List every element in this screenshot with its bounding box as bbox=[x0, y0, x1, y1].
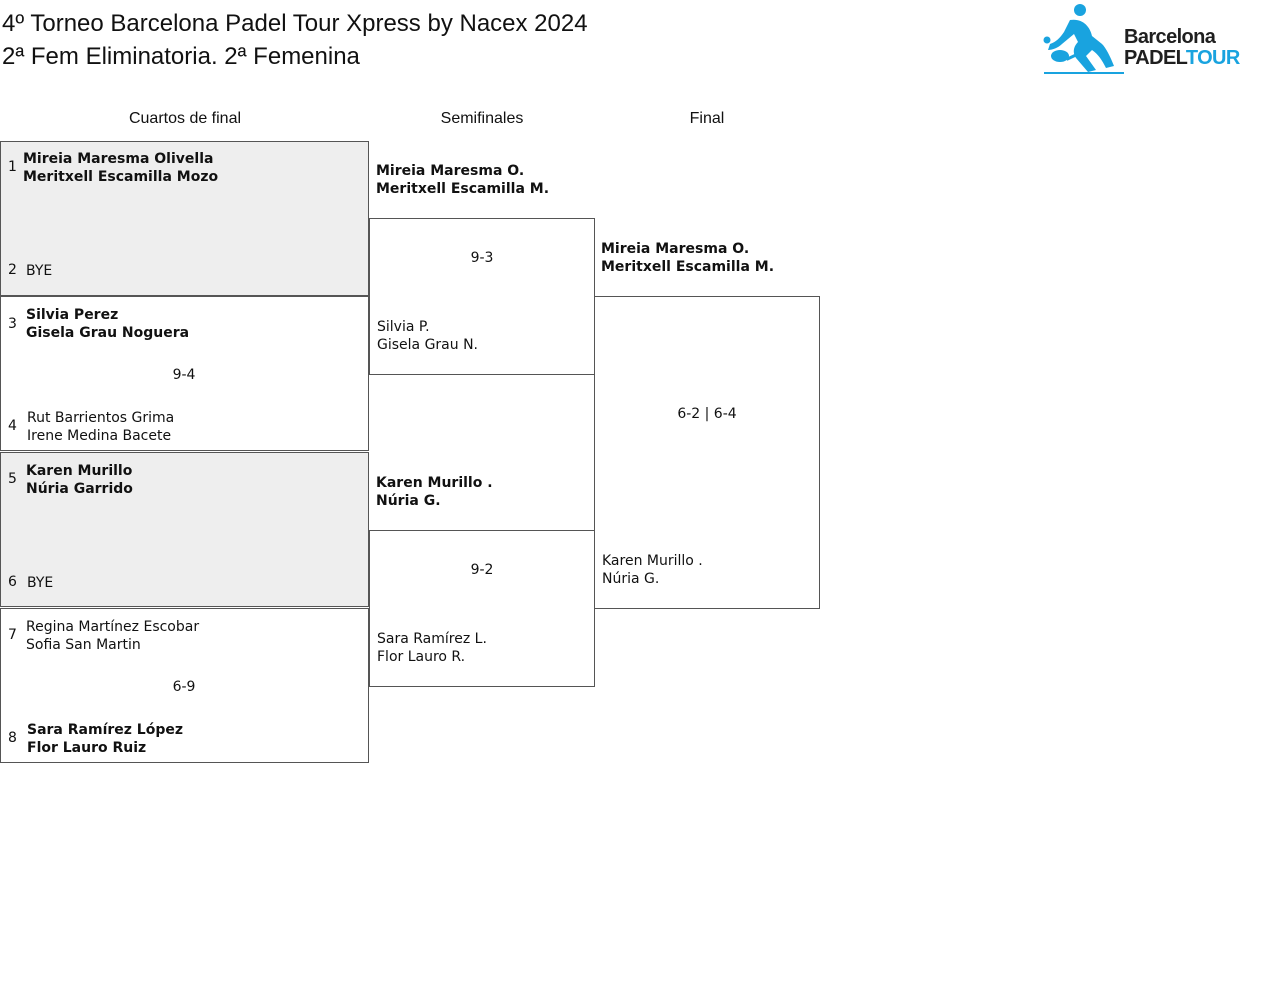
final-team bbox=[602, 552, 703, 588]
match-score: 6-9 bbox=[172, 679, 196, 695]
player-name: Gisela Grau Noguera bbox=[26, 325, 190, 341]
semifinal-match-1[interactable] bbox=[369, 218, 595, 375]
player-name: Meritxell Escamilla Mozo bbox=[23, 169, 219, 185]
match-score: 6-2 | 6-4 bbox=[677, 406, 737, 422]
player-name: Meritxell Escamilla M. bbox=[376, 181, 550, 197]
seed-number: 6 bbox=[8, 574, 17, 590]
page-title: 4º Torneo Barcelona Padel Tour Xpress by Nacex 2024 bbox=[2, 10, 588, 37]
bye-label: BYE bbox=[27, 575, 54, 591]
player-name: Núria G. bbox=[602, 571, 660, 587]
semifinal-match-2[interactable] bbox=[369, 530, 595, 687]
team-names bbox=[27, 409, 174, 445]
seed-number: 5 bbox=[8, 471, 17, 487]
semifinal-team bbox=[377, 630, 487, 666]
bye-label: BYE bbox=[26, 263, 53, 279]
team-names bbox=[26, 462, 133, 498]
logo-word-padel: PADEL bbox=[1124, 47, 1186, 69]
player-name: Karen Murillo . bbox=[376, 475, 493, 491]
seed-number: 7 bbox=[8, 627, 17, 643]
player-name: Silvia P. bbox=[377, 319, 430, 335]
player-name: Irene Medina Bacete bbox=[27, 428, 172, 444]
team-names bbox=[26, 618, 199, 654]
seed-number: 1 bbox=[8, 159, 17, 175]
player-name: Sofia San Martin bbox=[26, 637, 141, 653]
quarterfinal-match-1[interactable] bbox=[0, 141, 369, 296]
brand-logo bbox=[1040, 4, 1270, 76]
match-score: 9-2 bbox=[470, 562, 494, 578]
player-name: Karen Murillo . bbox=[602, 553, 703, 569]
player-name: Sara Ramírez López bbox=[27, 722, 183, 738]
player-name: Mireia Maresma O. bbox=[601, 241, 750, 257]
player-name: Flor Lauro Ruiz bbox=[27, 740, 147, 756]
final-team bbox=[601, 240, 774, 276]
team-names bbox=[23, 150, 218, 186]
match-score: 9-4 bbox=[172, 367, 196, 383]
player-name: Flor Lauro R. bbox=[377, 649, 466, 665]
seed-number: 2 bbox=[8, 262, 17, 278]
player-name: Rut Barrientos Grima bbox=[27, 410, 175, 426]
seed-number: 3 bbox=[8, 316, 17, 332]
match-score: 9-3 bbox=[470, 250, 494, 266]
seed-number: 4 bbox=[8, 418, 17, 434]
player-name: Núria Garrido bbox=[26, 481, 133, 497]
quarterfinal-match-4[interactable] bbox=[0, 608, 369, 763]
player-name: Silvia Perez bbox=[26, 307, 119, 323]
team-names bbox=[26, 306, 189, 342]
team-names bbox=[27, 721, 183, 757]
seed-number: 8 bbox=[8, 730, 17, 746]
semifinal-team bbox=[376, 162, 549, 198]
player-name: Sara Ramírez L. bbox=[377, 631, 487, 647]
player-name: Mireia Maresma Olivella bbox=[23, 151, 214, 167]
player-name: Mireia Maresma O. bbox=[376, 163, 525, 179]
player-name: Meritxell Escamilla M. bbox=[601, 259, 775, 275]
quarterfinal-match-3[interactable] bbox=[0, 452, 369, 607]
logo-word-tour: TOUR bbox=[1185, 47, 1240, 69]
player-name: Gisela Grau N. bbox=[377, 337, 478, 353]
page-subtitle: 2ª Fem Eliminatoria. 2ª Femenina bbox=[2, 43, 360, 70]
quarterfinal-match-2[interactable] bbox=[0, 296, 369, 451]
player-name: Karen Murillo bbox=[26, 463, 133, 479]
semifinal-team bbox=[376, 474, 493, 510]
round-heading-quarterfinals: Cuartos de final bbox=[128, 110, 242, 127]
logo-word-padeltour bbox=[1124, 47, 1240, 70]
round-heading-final: Final bbox=[689, 110, 725, 127]
semifinal-team bbox=[377, 318, 478, 354]
final-match[interactable] bbox=[594, 296, 820, 609]
player-name: Núria G. bbox=[376, 493, 441, 509]
player-name: Regina Martínez Escobar bbox=[26, 619, 200, 635]
logo-word-barcelona: Barcelona bbox=[1124, 26, 1216, 48]
padel-player-icon bbox=[1040, 4, 1124, 76]
round-heading-semifinals: Semifinales bbox=[440, 110, 524, 127]
